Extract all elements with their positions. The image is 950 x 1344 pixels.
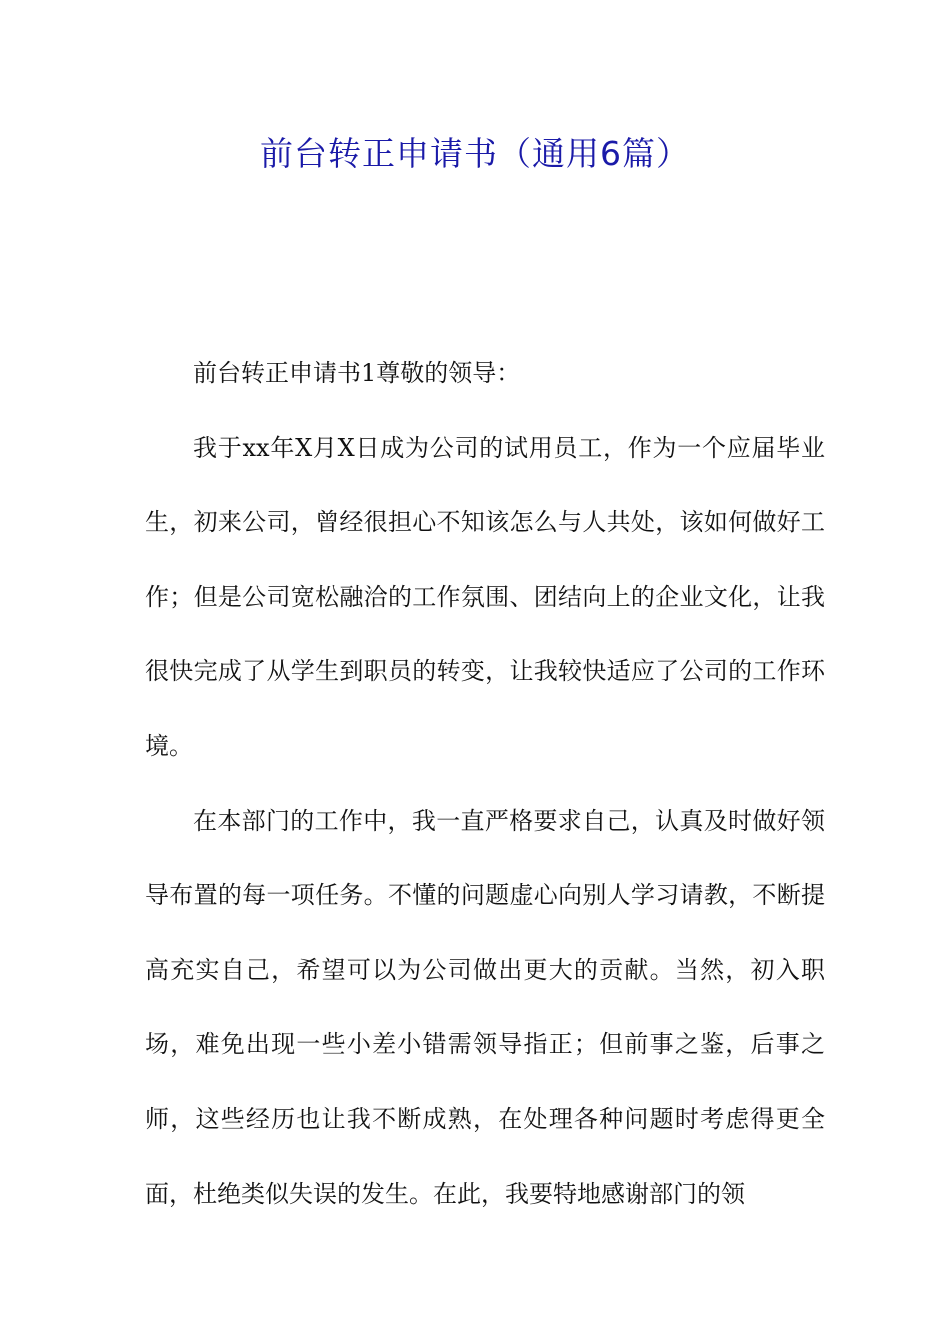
document-title: 前台转正申请书（通用6篇） bbox=[260, 134, 690, 173]
document-body bbox=[145, 336, 825, 1231]
paragraph-intro: 我于xx年X月X日成为公司的试用员工，作为一个应届毕业生，初来公司，曾经很担心不知该怎么与人共处，该如何做好工作；但是公司宽松融洽的工作氛围、团结向上的企业文化，让我很快完成了从学生到职员的转变，让我较快适应了公司的工作环境。 bbox=[145, 433, 825, 760]
paragraph-greeting: 前台转正申请书1尊敬的领导： bbox=[193, 359, 521, 387]
paragraph-work: 在本部门的工作中，我一直严格要求自己，认真及时做好领导布置的每一项任务。不懂的问题虚心向别人学习请教，不断提高充实自己，希望可以为公司做出更大的贡献。当然，初入职场，难免出现一些小差小错需领导指正；但前事之鉴，后事之师，这些经历也让我不断成熟，在处理各种问题时考虑得更全面，杜绝类似失误的发生。在此，我要特地感谢部门的领 bbox=[145, 806, 825, 1208]
